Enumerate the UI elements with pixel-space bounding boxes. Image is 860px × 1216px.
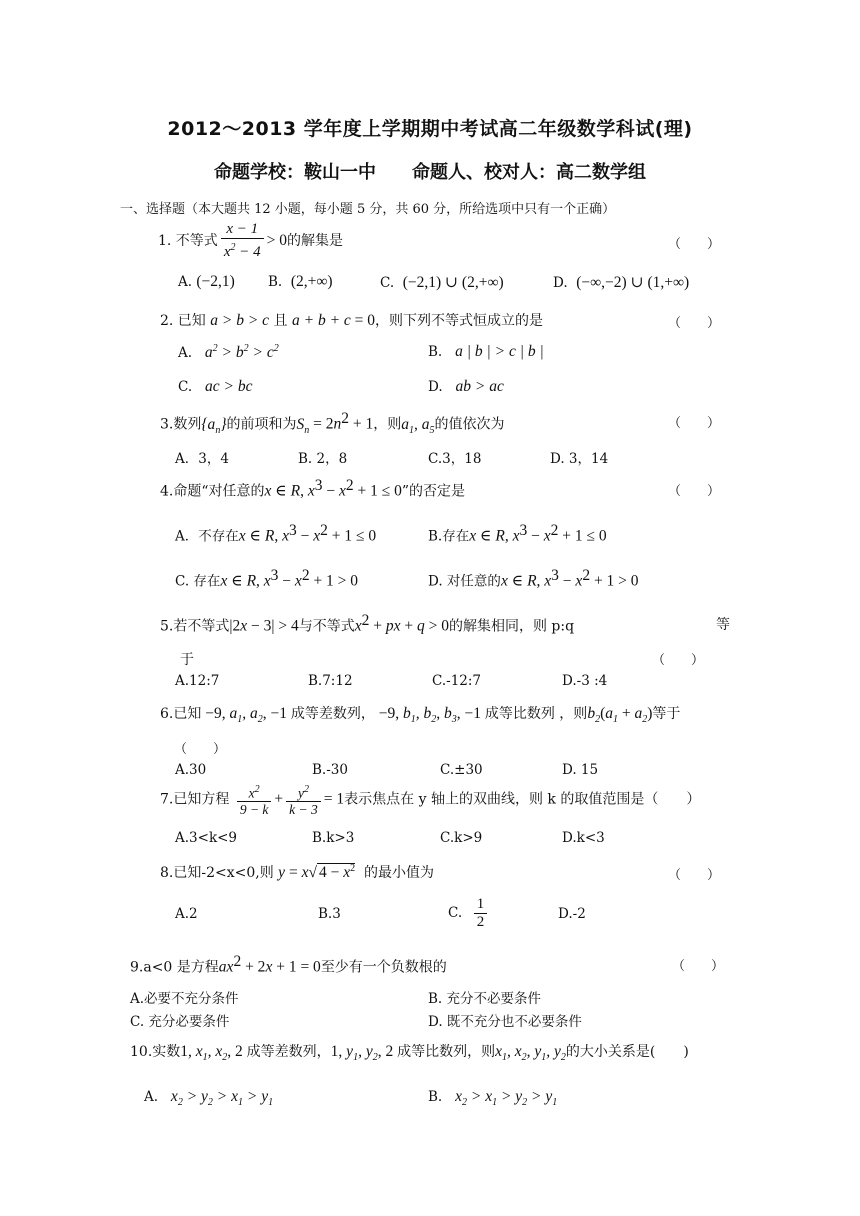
section-heading: 一、选择题（本大题共 12 小题，每小题 5 分，共 60 分，所给选项中只有一个正确） (120, 202, 616, 217)
q1-prefix: 1. 不等式 (158, 233, 218, 249)
q9-option-c: C. 充分必要条件 (130, 1014, 230, 1030)
subtitle (0, 158, 860, 184)
q5-wrap-end: 等 (716, 617, 730, 633)
q7-option-d: D.k<3 (562, 830, 605, 846)
q2-option-d: D. ab > ac (428, 378, 504, 395)
q7-option-b: B.k>3 (312, 830, 355, 846)
q1-option-a: A. (−2,1) (178, 273, 235, 290)
q10-option-a: A. $x_2 > y_2 > x_1 > y_1$ (144, 1088, 274, 1109)
question-5: 5.若不等式|2x − 3| > 4与不等式$x^2$ + px + q > 0的解集相同，则 p:q (160, 612, 575, 635)
q6-option-b: B.-30 (312, 762, 348, 778)
q7-fraction-2: $\frac{y^2}{k - 3}$ (286, 782, 321, 817)
subtitle-school: 命题学校：鞍山一中 (214, 162, 376, 183)
q2-answer-paren: （ ） (668, 316, 721, 331)
q6-option-a: A.30 (175, 762, 207, 778)
q4-answer-paren: （ ） (668, 484, 721, 499)
q3-answer-paren: （ ） (668, 416, 721, 431)
q1-option-d: D. (−∞,−2) ∪ (1,+∞) (553, 274, 690, 291)
q4-option-b: B.存在x ∈ R, $x^3 - x^2 + 1 \le 0$ (428, 522, 607, 545)
q9-option-d: D. 既不充分也不必要条件 (428, 1014, 582, 1030)
q2-option-c: C. ac > bc (178, 378, 253, 395)
q1-option-b: B. (2,+∞) (268, 273, 333, 290)
q1-relation: > 0 (266, 232, 287, 249)
q8-option-d: D.-2 (558, 906, 586, 922)
q4-option-a: A．不存在x ∈ R, $x^3 - x^2 + 1 \le 0$ (175, 522, 377, 545)
q5-option-b: B.7:12 (308, 673, 353, 689)
q1-fraction: $\frac{x - 1}{x^2 - 4}$ (221, 221, 264, 261)
q9-answer-paren: （ ） (672, 959, 725, 974)
q3-option-c: C.3，18 (428, 451, 482, 467)
page-title: 2012～2013 学年度上学期期中考试高二年级数学科试(理) (167, 118, 693, 140)
question-6: 6.已知 −9, $a_1$, $a_2$, −1 成等差数列， −9, $b_1$, $b_2$, $b_3$, −1 成等比数列 ，则$b_2(a_1 + a_2)$等于 (160, 705, 681, 726)
q5-line2: 于 (180, 652, 194, 668)
question-10: 10.实数1, $x_1$, $x_2$, 2 成等差数列，1, $y_1$, $y_2$, 2 成等比数列，则$x_1$, $x_2$, $y_1$, $y_2$的大小关系是( ) (130, 1043, 689, 1064)
question-3: 3.数列$\{a_n\}$的前项和为$S_n = 2n^2 + 1$，则$a_1$, $a_5$的值依次为 (160, 410, 505, 436)
q6-option-c: C.±30 (440, 762, 483, 778)
question-4: 4.命题“对任意的x ∈ R, $x^3 - x^2 + 1 \le 0$”的否定是 (160, 477, 466, 500)
subtitle-authors: 命题人、校对人：高二数学组 (412, 162, 646, 183)
q7-option-a: A.3<k<9 (175, 830, 238, 846)
question-8: 8.已知-2<x<0,则 y = x√ $4 - x^2$ 的最小值为 (160, 862, 435, 881)
q9-option-a: A.必要不充分条件 (130, 991, 239, 1007)
q1-answer-paren: （ ） (668, 237, 721, 252)
q2-option-a: A. $a^2 > b^2 > c^2$ (178, 343, 279, 362)
q6-option-d: D. 15 (562, 762, 599, 778)
q7-fraction-1: $\frac{x^2}{9 - k}$ (237, 782, 272, 817)
q5-option-c: C.-12:7 (432, 673, 482, 689)
q8-option-b: B.3 (318, 906, 341, 922)
q3-option-b: B. 2，8 (298, 451, 348, 467)
q7-option-c: C.k>9 (440, 830, 483, 846)
question-2: 2. 已知 a > b > c 且 a + b + c = 0，则下列不等式恒成立的是 (160, 312, 544, 329)
q3-option-a: A．3，4 (175, 451, 229, 467)
q4-option-d: D. 对任意的x ∈ R, $x^3 - x^2 + 1 > 0$ (428, 567, 639, 590)
q8-answer-paren: （ ） (668, 868, 721, 883)
q5-option-a: A.12:7 (175, 673, 220, 689)
q5-answer-paren: （ ） (652, 653, 705, 668)
q10-option-b: B. $x_2 > x_1 > y_2 > y_1$ (428, 1088, 558, 1109)
q8-option-c: C. $\frac{1}{2}$ (448, 896, 490, 931)
q8-option-a: A.2 (175, 906, 198, 922)
q1-option-c: C. (−2,1) ∪ (2,+∞) (380, 274, 504, 291)
question-1 (158, 221, 343, 261)
q3-option-d: D. 3，14 (550, 451, 609, 467)
q4-option-c: C. 存在x ∈ R, $x^3 - x^2 + 1 > 0$ (175, 567, 359, 590)
question-7: 7.已知方程 $\frac{x^2}{9 - k}$ + $\frac{y^2}{k - 3}$ = 1表示焦点在 y 轴上的双曲线，则 k 的取值范围是（ ） (160, 784, 701, 817)
q2-option-b: B. a | b | > c | b | (428, 343, 544, 360)
question-9: 9.a<0 是方程$ax^2 + 2x + 1 = 0$至少有一个负数根的 (130, 953, 447, 976)
q1-suffix: 的解集是 (286, 233, 343, 249)
q9-option-b: B. 充分不必要条件 (428, 991, 542, 1007)
q6-answer-paren: （ ） (174, 742, 227, 757)
q5-option-d: D.-3 :4 (562, 673, 608, 689)
